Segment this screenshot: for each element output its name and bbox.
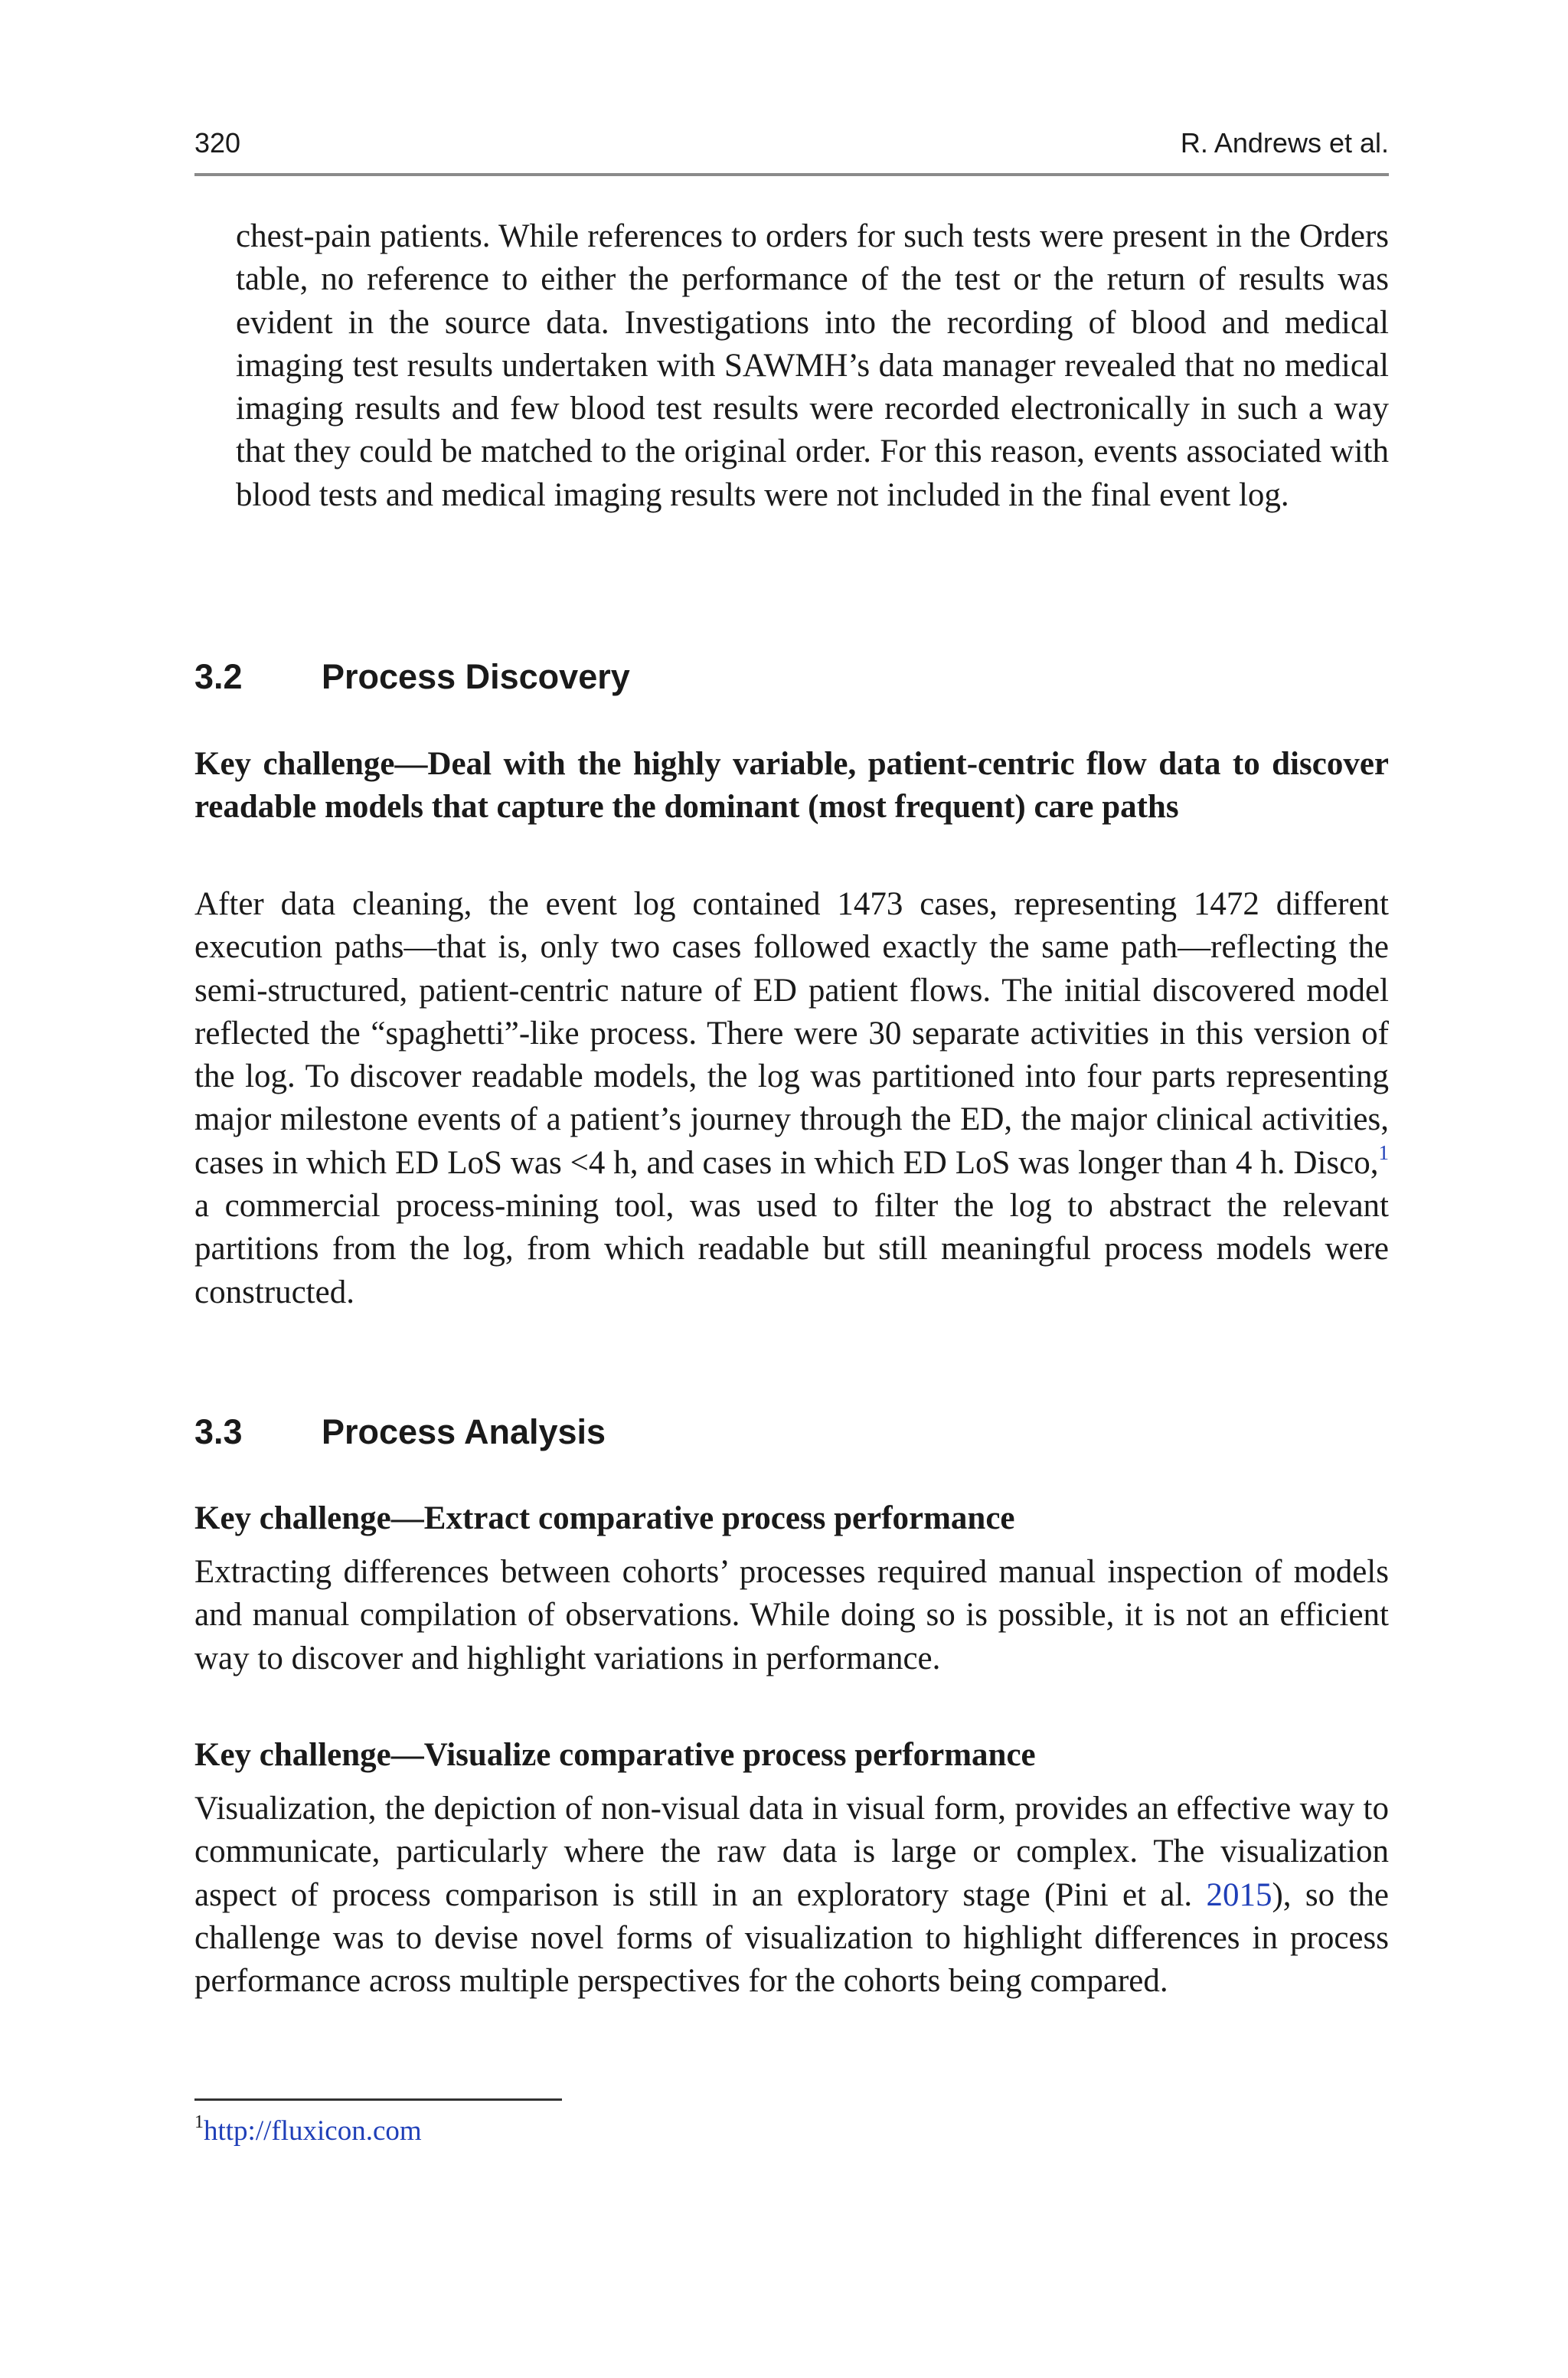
visualize-text-start: Visualization, the depiction of non-visual data in visual form, provides an effective way to communicate, particularly where the raw data is large or complex. The visualization aspect of process comparison is still in an exploratory stage (Pini et al. bbox=[194, 1791, 1389, 1913]
footnote-marker: 1 bbox=[194, 2112, 204, 2132]
footnote bbox=[194, 2112, 422, 2151]
section-number: 3.2 bbox=[194, 657, 243, 696]
footnote-url-link[interactable]: http://fluxicon.com bbox=[204, 2115, 422, 2147]
key-challenge-extract: Key challenge—Extract comparative process performance bbox=[194, 1500, 1015, 1536]
discovery-text-start: After data cleaning, the event log contained 1473 cases, representing 1472 different execution paths—that is, only two cases followed exactly the same path—reflecting the semi-structured, patient-centric nature of ED patient flows. The initial discovered model reflected the “spaghetti”-like process. There were 30 separate activities in this version of the log. To discover readable models, the log was partitioned into four parts representing major milestone events of a patient’s journey through the ED, the major clinical activities, cases in which ED LoS was <4 h, and cases in which ED LoS was longer than 4 h. Disco, bbox=[194, 886, 1389, 1181]
running-header bbox=[194, 124, 1389, 162]
discovery-paragraph bbox=[194, 883, 1389, 1314]
section-title: Process Analysis bbox=[322, 1412, 606, 1451]
header-rule bbox=[194, 173, 1389, 176]
footnote-rule bbox=[194, 2098, 562, 2101]
discovery-text-end: a commercial process-mining tool, was used to filter the log to abstract the relevant partitions from the log, from which readable but still meaningful process models were constructed. bbox=[194, 1188, 1389, 1310]
section-number: 3.3 bbox=[194, 1412, 243, 1451]
running-authors: R. Andrews et al. bbox=[1180, 127, 1389, 159]
section-title: Process Discovery bbox=[322, 657, 630, 696]
visualize-text-end: ), so the challenge was to devise novel forms of visualization to highlight differences in process performance across multiple perspectives for the cohorts being compared. bbox=[194, 1876, 1389, 2000]
key-challenge-discovery: Key challenge—Deal with the highly variable, patient-centric flow data to discover readable models that capture the dominant (most frequent) care paths bbox=[194, 746, 1389, 826]
citation-link-2015[interactable]: 2015 bbox=[1206, 1876, 1272, 1913]
page-number: 320 bbox=[194, 127, 241, 159]
section-heading-3-3 bbox=[194, 1409, 606, 1455]
section-heading-3-2 bbox=[194, 654, 630, 700]
visualize-paragraph bbox=[194, 1788, 1389, 2003]
extract-paragraph: Extracting differences between cohorts’ processes required manual inspection of models and manual compilation of observations. While doing so is possible, it is not an efficient way to discover and highlight variations in performance. bbox=[194, 1554, 1389, 1676]
footnote-reference-link[interactable]: 1 bbox=[1378, 1140, 1389, 1164]
key-challenge-visualize: Key challenge—Visualize comparative process performance bbox=[194, 1737, 1036, 1773]
intro-paragraph: chest-pain patients. While references to orders for such tests were present in the Orders table, no reference to either the performance of the test or the return of results was evident in the source data. Investigations into the recording of blood and medical imaging test results undertaken with SAWMH’s data manager revealed that no medical imaging results and few blood test results were recorded electronically in such a way that they could be matched to the original order. For this reason, events associated with blood tests and medical imaging results were not included in the final event log. bbox=[236, 218, 1389, 513]
